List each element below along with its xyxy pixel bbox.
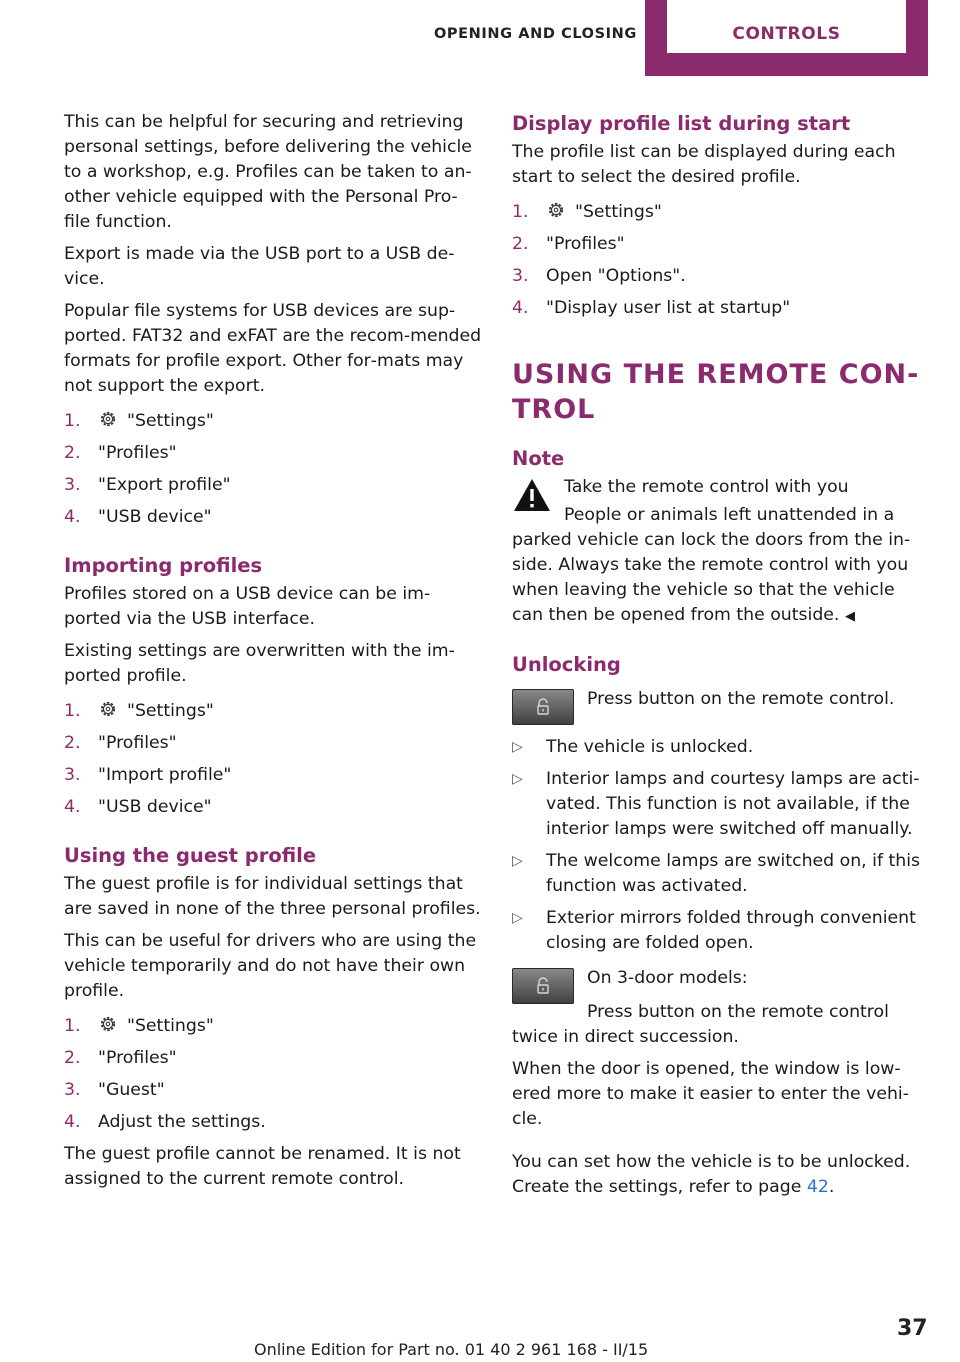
list-item: ▷ The vehicle is unlocked. [512,735,930,760]
footer-edition: Online Edition for Part no. 01 40 2 961 168 - II/15 [254,1340,649,1359]
guest-closing: The guest profile cannot be renamed. It is not assigned to the current remote control. [64,1144,461,1189]
list-item: 4. Adjust the settings. [64,1112,266,1132]
warning-block [512,475,930,527]
list-item: 3. "Guest" [64,1080,165,1100]
gear-icon [98,409,118,429]
list-item: 2. "Profiles" [512,234,625,254]
list-item: 3. "Import profile" [64,765,232,785]
unlock-bullets [512,735,930,956]
end-mark-icon: ◀ [844,609,855,624]
list-item: 1. "Settings" [64,701,214,721]
left-column [64,110,482,1199]
import-steps [64,699,482,820]
header-section-title: OPENING AND CLOSING [434,26,637,42]
triangle-bullet-icon: ▷ [512,739,523,755]
gear-icon [98,1014,118,1034]
gear-icon [98,699,118,719]
display-steps [512,200,930,321]
guest-paragraph: The guest profile is for individual settings that are saved in none of the three personal profiles. [64,874,481,919]
list-item: 4. "Display user list at startup" [512,298,791,318]
triangle-bullet-icon: ▷ [512,853,523,869]
warning-triangle-icon [512,477,552,513]
display-paragraph: The profile list can be displayed during each start to select the desired profile. [512,142,896,187]
three-door-text: Press button on the remote control twice in direct succession. [512,1002,889,1047]
list-item: ▷ The welcome lamps are switched on, if this function was activated. [512,851,921,896]
right-column [512,110,930,1207]
settings-text: You can set how the vehicle is to be unlocked. Create the settings, refer to page 42. [512,1152,911,1197]
list-item: 3. Open "Options". [512,266,686,286]
three-door-label: On 3-door models: [587,968,748,988]
guest-steps [64,1014,482,1135]
list-item: 4. "USB device" [64,797,212,817]
importing-paragraph: Profiles stored on a USB device can be im‐ported via the USB interface. [64,584,431,629]
door-open-text: When the door is opened, the window is low‐ered more to make it easier to enter the vehi‐cle. [512,1059,909,1129]
list-item: 3. "Export profile" [64,475,231,495]
list-item: 4. "USB device" [64,507,212,527]
list-item: ▷ Interior lamps and courtesy lamps are acti‐vated. This function is not available, if the interior lamps were switched off manually. [512,769,920,839]
list-item: 1. "Settings" [512,202,662,222]
guest-heading: Using the guest profile [64,844,317,867]
page-link[interactable]: 42 [806,1177,829,1197]
unlocking-heading: Unlocking [512,653,621,676]
export-steps [64,409,482,530]
list-item: 2. "Profiles" [64,733,177,753]
unlock-key-row [512,687,930,729]
list-item: 2. "Profiles" [64,443,177,463]
list-item: ▷ Exterior mirrors folded through convenient closing are folded open. [512,908,916,953]
intro-paragraph: This can be helpful for securing and retrieving personal settings, before delivering the vehicle to a workshop, e.g. Profiles can be taken to an‐other vehicle equipped with the Personal Pro‐file function. [64,112,472,232]
intro-paragraph: Export is made via the USB port to a USB de‐vice. [64,244,455,289]
importing-paragraph: Existing settings are overwritten with the im‐ported profile. [64,641,455,686]
triangle-bullet-icon: ▷ [512,910,523,926]
warning-title: Take the remote control with you [564,477,849,497]
three-door-key-row [512,966,930,1008]
importing-heading: Importing profiles [64,554,263,577]
list-item: 1. "Settings" [64,411,214,431]
header-chapter-label: CONTROLS [667,0,906,53]
list-item: 1. "Settings" [64,1016,214,1036]
unlock-button-icon [512,968,574,1004]
guest-paragraph: This can be useful for drivers who are using the vehicle temporarily and do not have their own profile. [64,931,477,1001]
header-chapter-tab [645,0,928,76]
gear-icon [546,200,566,220]
intro-paragraph: Popular file systems for USB devices are sup‐ported. FAT32 and exFAT are the recom‐mended formats for profile export. Other for‐mats may not support the export. [64,301,482,396]
unlock-button-icon [512,689,574,725]
display-heading: Display profile list during start [512,112,851,135]
triangle-bullet-icon: ▷ [512,771,523,787]
note-heading: Note [512,447,565,470]
remote-control-heading: USING THE REMOTE CON‐TROL [512,359,920,425]
warning-text: People or animals left unattended in a parked vehicle can lock the doors from the in‐side. Always take the remote control with you when leaving the vehicle so that the vehicle can then be opened from the outside. ◀ [512,505,911,625]
list-item: 2. "Profiles" [64,1048,177,1068]
page-number: 37 [897,1316,928,1341]
unlock-press-text: Press button on the remote control. [587,689,895,709]
